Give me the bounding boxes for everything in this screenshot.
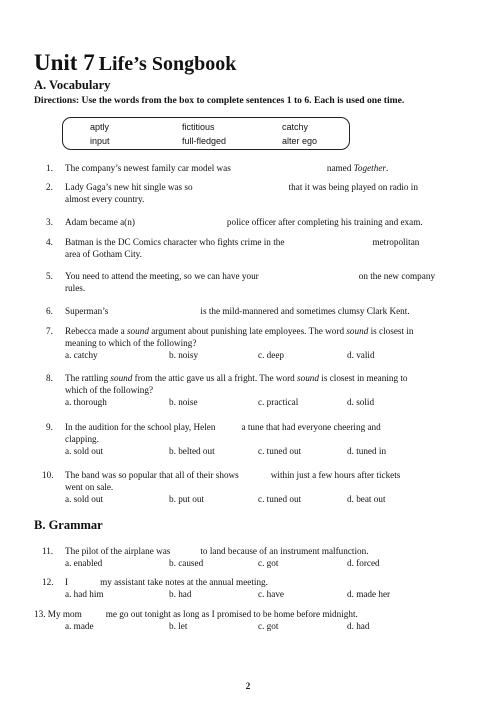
option[interactable]: c. got [258, 621, 279, 631]
answer-options [65, 588, 485, 600]
option[interactable]: d. tuned in [347, 446, 387, 456]
answer-options [65, 493, 485, 505]
answer-options [65, 396, 485, 408]
option[interactable]: b. had [169, 589, 192, 599]
option[interactable]: c. have [258, 589, 285, 599]
option[interactable]: b. put out [169, 494, 204, 504]
answer-options [65, 557, 485, 569]
option[interactable]: a. made [65, 621, 94, 631]
option[interactable]: a. catchy [65, 350, 98, 360]
option[interactable]: c. deep [258, 350, 285, 360]
unit-number: Unit 7 [34, 50, 95, 75]
answer-options [65, 620, 485, 632]
box-word: fictitious [182, 122, 215, 132]
option[interactable]: c. tuned out [258, 494, 302, 504]
option[interactable]: a. thorough [65, 397, 107, 407]
option[interactable]: c. got [258, 558, 279, 568]
option[interactable]: b. caused [169, 558, 204, 568]
option[interactable]: a. sold out [65, 494, 104, 504]
unit-title: Life’s Songbook [98, 53, 237, 75]
section-a-title: A. Vocabulary [34, 78, 111, 92]
option[interactable]: d. forced [347, 558, 380, 568]
box-word: full-fledged [182, 136, 227, 146]
option[interactable]: b. belted out [169, 446, 215, 456]
option[interactable]: b. let [169, 621, 188, 631]
option[interactable]: a. enabled [65, 558, 103, 568]
answer-options [65, 445, 485, 457]
word-box [62, 117, 350, 150]
page-title [34, 50, 236, 76]
page-number: 2 [245, 681, 251, 691]
option[interactable]: d. beat out [347, 494, 386, 504]
option[interactable]: d. valid [347, 350, 375, 360]
option[interactable]: c. practical [258, 397, 299, 407]
box-word: alter ego [282, 136, 318, 146]
answer-options [65, 349, 485, 361]
directions: Directions: Use the words from the box to complete sentences 1 to 6. Each is used one time. [34, 95, 405, 106]
option[interactable]: d. solid [347, 397, 375, 407]
option[interactable]: b. noisy [169, 350, 199, 360]
box-word: catchy [282, 122, 309, 132]
box-word: input [90, 136, 110, 146]
option[interactable]: d. made her [347, 589, 391, 599]
option[interactable]: c. tuned out [258, 446, 302, 456]
section-b-title: B. Grammar [34, 518, 103, 532]
option[interactable]: b. noise [169, 397, 198, 407]
option[interactable]: d. had [347, 621, 370, 631]
box-word: aptly [90, 122, 110, 132]
option[interactable]: a. sold out [65, 446, 104, 456]
option[interactable]: a. had him [65, 589, 104, 599]
